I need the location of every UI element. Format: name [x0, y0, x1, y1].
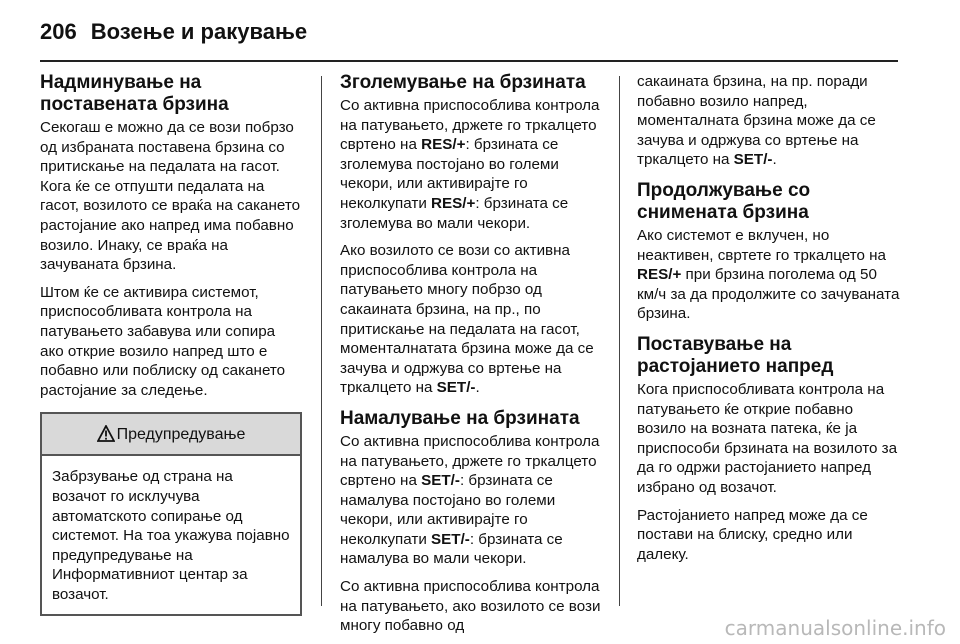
set-minus-label: SET/-: [733, 151, 773, 169]
text-run: при брзина поголема од 50 км/ч за да продолжите со зачуваната брзина.: [637, 266, 900, 323]
text-run: Со активна приспособлива контрола на патувањето, држете го тркалцето свртено на: [340, 97, 600, 154]
text-run: : брзината се намалува постојано во големи чекори, или активирајте го неколкупати: [340, 472, 556, 548]
res-plus-label: RES/+: [431, 194, 476, 212]
set-minus-label: SET/-: [431, 530, 470, 548]
text-run: : брзината се зголемува во мали чекори.: [340, 194, 569, 232]
column-2: [340, 72, 605, 644]
column-divider: [619, 76, 620, 606]
text-run: сакаината брзина, на пр. поради побавно возило напред, моменталната брзина може да се зачува и одржува со вртење на тркалцето на: [637, 73, 876, 169]
column-3: [637, 72, 902, 572]
watermark: carmanualsonline.info: [724, 616, 946, 640]
warning-text: Забрзување од страна на возачот го исклучува автоматското сопирање од системот. На тоа укажува појавно предупредување на Информативниот центар за возачот.: [52, 468, 290, 603]
section-heading: Надминување на поставената брзина: [40, 72, 229, 115]
text-run: : брзината се зголемува постојано во големи чекори, или активирајте го неколкупати: [340, 136, 559, 212]
paragraph: [637, 72, 902, 170]
paragraph: [340, 241, 605, 398]
paragraph: [637, 226, 902, 324]
text-run: Ако системот е вклучен, но неактивен, свртете го тркалцето на: [637, 226, 886, 264]
res-plus-label: RES/+: [421, 136, 466, 154]
column-divider: [321, 76, 322, 606]
paragraph: Со активна приспособлива контрола на патувањето, ако возилото се вози многу побавно од: [340, 578, 601, 635]
section-heading: Продолжување со снимената брзина: [637, 179, 811, 223]
text-run: : брзината се намалува во мали чекори.: [340, 530, 563, 568]
text-run: .: [475, 379, 480, 397]
section-heading: Зголемување на брзината: [340, 72, 586, 93]
paragraph: Секогаш е можно да се вози побрзо од избраната поставена брзина со притискање на педалата на гасот. Кога ќе се отпушти педалата на гасот, возилото се враќа на сакането растојание ако напред има побавно возило. Инаку, се враќа на зачуваната брзина.: [40, 119, 301, 274]
header-rule: [40, 60, 898, 62]
warning-header: [42, 414, 300, 456]
section-heading: Намалување на брзината: [340, 407, 580, 429]
warning-title: Предупредување: [116, 425, 246, 443]
section-heading: Поставување на растојанието напред: [637, 333, 834, 377]
paragraph: Штом ќе се активира системот, приспособливата контрола на патувањето забавува или сопира ако открие возило напред што е побавно или поблиску од сакането растојание за следење.: [40, 283, 286, 399]
column-1: [40, 72, 302, 616]
text-run: Со активна приспособлива контрола на патувањето, држете го тркалцето свртено на: [340, 432, 600, 490]
paragraph: [340, 432, 605, 569]
set-minus-label: SET/-: [436, 379, 476, 397]
paragraph: Растојанието напред може да се постави на блиску, средно или далеку.: [637, 506, 868, 563]
set-minus-label: SET/-: [421, 472, 460, 490]
res-plus-label: RES/+: [637, 266, 682, 284]
page-number: 206: [40, 19, 77, 44]
paragraph: Кога приспособливата контрола на патувањето ќе открие побавно возило на возната патека, ќе ја приспособи брзината на возилото за да го одржи растојанието напред избрано од возачот.: [637, 380, 898, 496]
warning-box: [40, 412, 302, 616]
text-run: Ако возилото се вози со активна приспособлива контрола на патувањето многу побрзо од сакаината брзина, на пр., по притискање на педалата на гасот, моменталнатата брзина може да се зачува и одржува со вртење на тркалцето на: [340, 242, 594, 397]
text-run: .: [772, 151, 777, 169]
chapter-title: Возење и ракување: [90, 19, 308, 44]
paragraph: [340, 96, 605, 233]
page-header: [40, 10, 307, 54]
